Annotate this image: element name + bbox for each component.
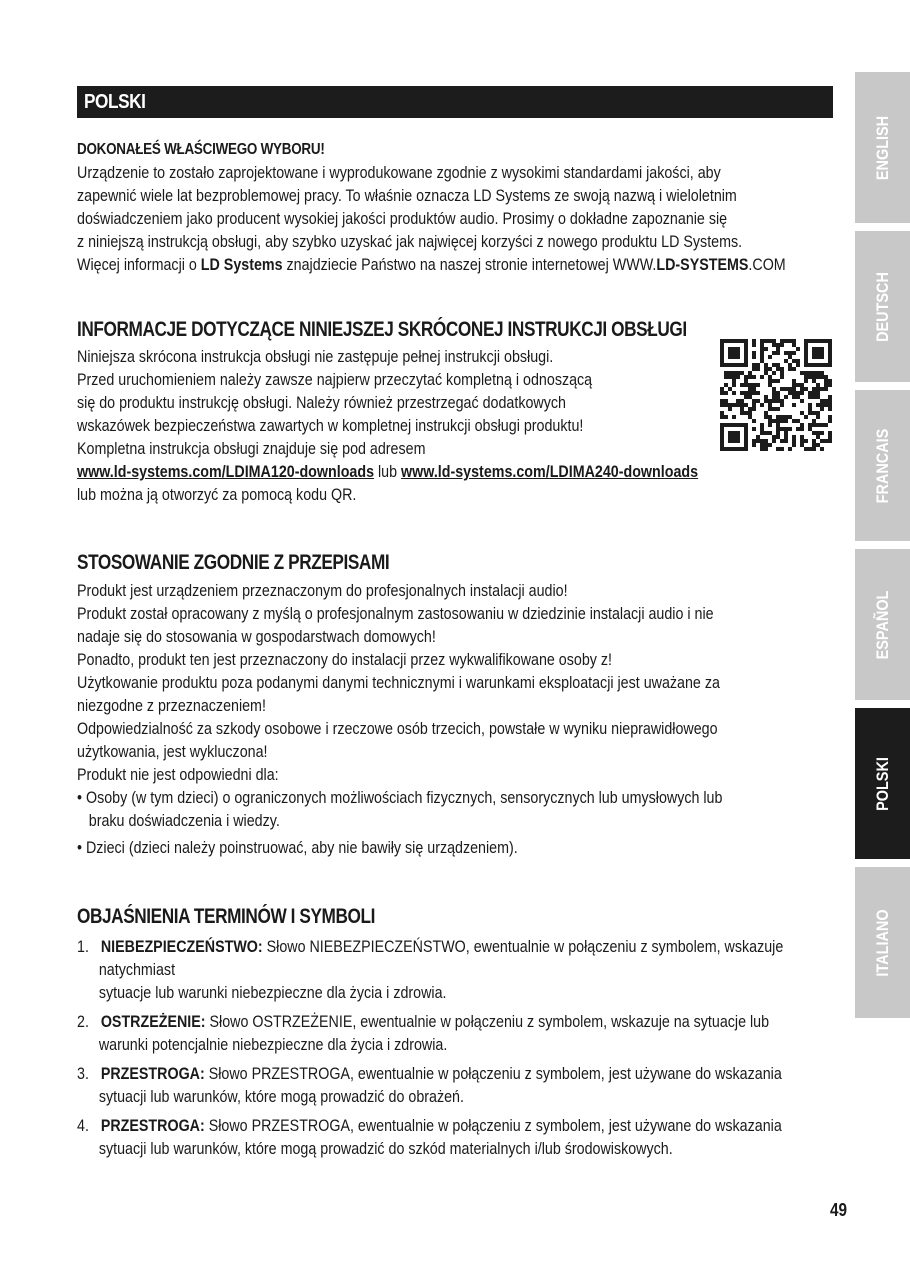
terms-section — [77, 905, 833, 1160]
intro-line-last — [77, 253, 786, 276]
tab-italiano[interactable] — [855, 867, 910, 1018]
intro-line: zapewnić wiele lat bezproblemowej pracy. To właśnie oznacza LD Systems ze swoją nazwą i wieloletnim — [77, 186, 737, 205]
intro-line: Urządzenie to zostało zaprojektowane i wyprodukowane zgodnie z wysokimi standardami jakości, aby — [77, 163, 721, 182]
usage-line: Odpowiedzialność za szkody osobowe i rzeczowe osób trzecich, powstałe w wyniku nieprawidłowego — [77, 719, 718, 738]
term-label: NIEBEZPIECZEŃSTWO: — [100, 937, 263, 956]
page-number: 49 — [830, 1200, 848, 1220]
usage-heading: STOSOWANIE ZGODNIE Z PRZEPISAMI — [77, 551, 390, 574]
term-text: Słowo PRZESTROGA, ewentualnie w połączeniu z symbolem, jest używane do wskazania — [204, 1064, 782, 1083]
tab-espanol-label: ESPAÑOL — [872, 590, 892, 659]
info-line-last: lub można ją otworzyć za pomocą kodu QR. — [77, 485, 357, 504]
term-number: 2. — [77, 1012, 89, 1031]
usage-line: Użytkowanie produktu poza podanymi danymi technicznymi i warunkami eksploatacji jest uważane za — [77, 673, 720, 692]
term-text: Słowo PRZESTROGA, ewentualnie w połączeniu z symbolem, jest używane do wskazania — [204, 1116, 782, 1135]
intro-line: doświadczeniem jako producent wysokiej jakości produktów audio. Prosimy o dokładne zapoznanie się — [77, 209, 728, 228]
site-name: LD-SYSTEMS — [656, 255, 749, 274]
download-link-ldima120[interactable]: www.ld-systems.com/LDIMA120-downloads — [77, 462, 375, 481]
term-text: Słowo OSTRZEŻENIE, ewentualnie w połączeniu z symbolem, wskazuje na sytuacje lub — [205, 1012, 770, 1031]
info-links-line — [77, 460, 712, 483]
term-label: OSTRZEŻENIE: — [100, 1012, 206, 1031]
intro-text: Więcej informacji o — [77, 255, 201, 274]
qr-code-image[interactable] — [720, 339, 832, 451]
term-item-2 — [77, 1010, 770, 1056]
intro-line: z niniejszą instrukcją obsługi, aby szybko uzyskać jak najwięcej korzyści z nowego produktu LD Systems. — [77, 232, 743, 251]
term-text-cont: warunki potencjalnie niebezpieczne dla życia i zdrowia. — [98, 1035, 448, 1054]
link-separator: lub — [374, 462, 402, 481]
usage-bullet-cont: braku doświadczenia i wiedzy. — [88, 811, 280, 830]
terms-list — [77, 935, 784, 1160]
term-number: 3. — [77, 1064, 89, 1083]
intro-heading: DOKONAŁEŚ WŁAŚCIWEGO WYBORU! — [77, 141, 325, 158]
usage-line: Produkt został opracowany z myślą o profesjonalnym zastosowaniu w dziedzinie instalacji audio i nie — [77, 604, 714, 623]
tab-francais[interactable] — [855, 390, 910, 541]
term-text-cont: natychmiast — [98, 960, 176, 979]
usage-bullet: • Dzieci (dzieci należy poinstruować, aby nie bawiły się urządzeniem). — [77, 838, 518, 857]
usage-bullet: • Osoby (w tym dzieci) o ograniczonych możliwościach fizycznych, sensorycznych lub umysłowych lub — [77, 788, 723, 807]
tab-deutsch[interactable] — [855, 231, 910, 382]
term-item-4 — [77, 1114, 782, 1160]
usage-line: Produkt nie jest odpowiedni dla: — [77, 765, 279, 784]
usage-line: użytkowania, jest wykluczona! — [77, 742, 268, 761]
language-header-bar — [77, 86, 833, 118]
term-number: 4. — [77, 1116, 89, 1135]
info-line: Kompletna instrukcja obsługi znajduje się pod adresem — [77, 439, 426, 458]
tab-espanol[interactable] — [855, 549, 910, 700]
tab-polski-label: POLSKI — [872, 756, 892, 811]
info-line: Niniejsza skrócona instrukcja obsługi nie zastępuje pełnej instrukcji obsługi. — [77, 347, 554, 366]
term-label: PRZESTROGA: — [100, 1064, 205, 1083]
term-label: PRZESTROGA: — [100, 1116, 205, 1135]
intro-text: znajdziecie Państwo na naszej stronie internetowej WWW. — [282, 255, 657, 274]
info-heading: INFORMACJE DOTYCZĄCE NINIEJSZEJ SKRÓCONEJ INSTRUKCJI OBSŁUGI — [77, 318, 687, 341]
intro-section — [77, 141, 833, 276]
usage-line: Ponadto, produkt ten jest przeznaczony do instalacji przez wykwalifikowane osoby z! — [77, 650, 612, 669]
tab-english-label: ENGLISH — [872, 115, 892, 180]
term-item-3 — [77, 1062, 782, 1108]
terms-heading: OBJAŚNIENIA TERMINÓW I SYMBOLI — [77, 905, 375, 928]
usage-line: Produkt jest urządzeniem przeznaczonym do profesjonalnych instalacji audio! — [77, 581, 568, 600]
tab-italiano-label: ITALIANO — [872, 908, 892, 977]
info-line: się do produktu instrukcję obsługi. Należy również przestrzegać dodatkowych — [77, 393, 566, 412]
term-number: 1. — [77, 937, 89, 956]
tab-francais-label: FRANCAIS — [872, 428, 892, 503]
tab-deutsch-label: DEUTSCH — [872, 271, 892, 342]
term-text-cont: sytuacji lub warunków, które mogą prowadzić do obrażeń. — [98, 1087, 464, 1106]
intro-paragraph — [77, 161, 786, 276]
usage-paragraph — [77, 579, 723, 859]
info-line: Przed uruchomieniem należy zawsze najpierw przeczytać kompletną i odnoszącą — [77, 370, 593, 389]
info-paragraph — [77, 345, 712, 506]
term-text-cont: sytuacje lub warunki niebezpieczne dla życia i zdrowia. — [98, 983, 447, 1002]
usage-section — [77, 551, 833, 859]
term-item-1 — [77, 935, 784, 1004]
download-link-ldima240[interactable]: www.ld-systems.com/LDIMA240-downloads — [401, 462, 699, 481]
tab-polski[interactable] — [855, 708, 910, 859]
brand-name: LD Systems — [200, 255, 283, 274]
term-text: Słowo NIEBEZPIECZEŃSTWO, ewentualnie w połączeniu z symbolem, wskazuje — [262, 937, 784, 956]
tab-english[interactable] — [855, 72, 910, 223]
usage-line: nadaje się do stosowania w gospodarstwach domowych! — [77, 627, 436, 646]
info-line: wskazówek bezpieczeństwa zawartych w kompletnej instrukcji obsługi produktu! — [77, 416, 584, 435]
usage-line: niezgodne z przeznaczeniem! — [77, 696, 266, 715]
term-text-cont: sytuacji lub warunków, które mogą prowadzić do szkód materialnych i/lub środowiskowych. — [98, 1139, 673, 1158]
language-header-label: POLSKI — [84, 91, 146, 113]
intro-text: .COM — [748, 255, 786, 274]
